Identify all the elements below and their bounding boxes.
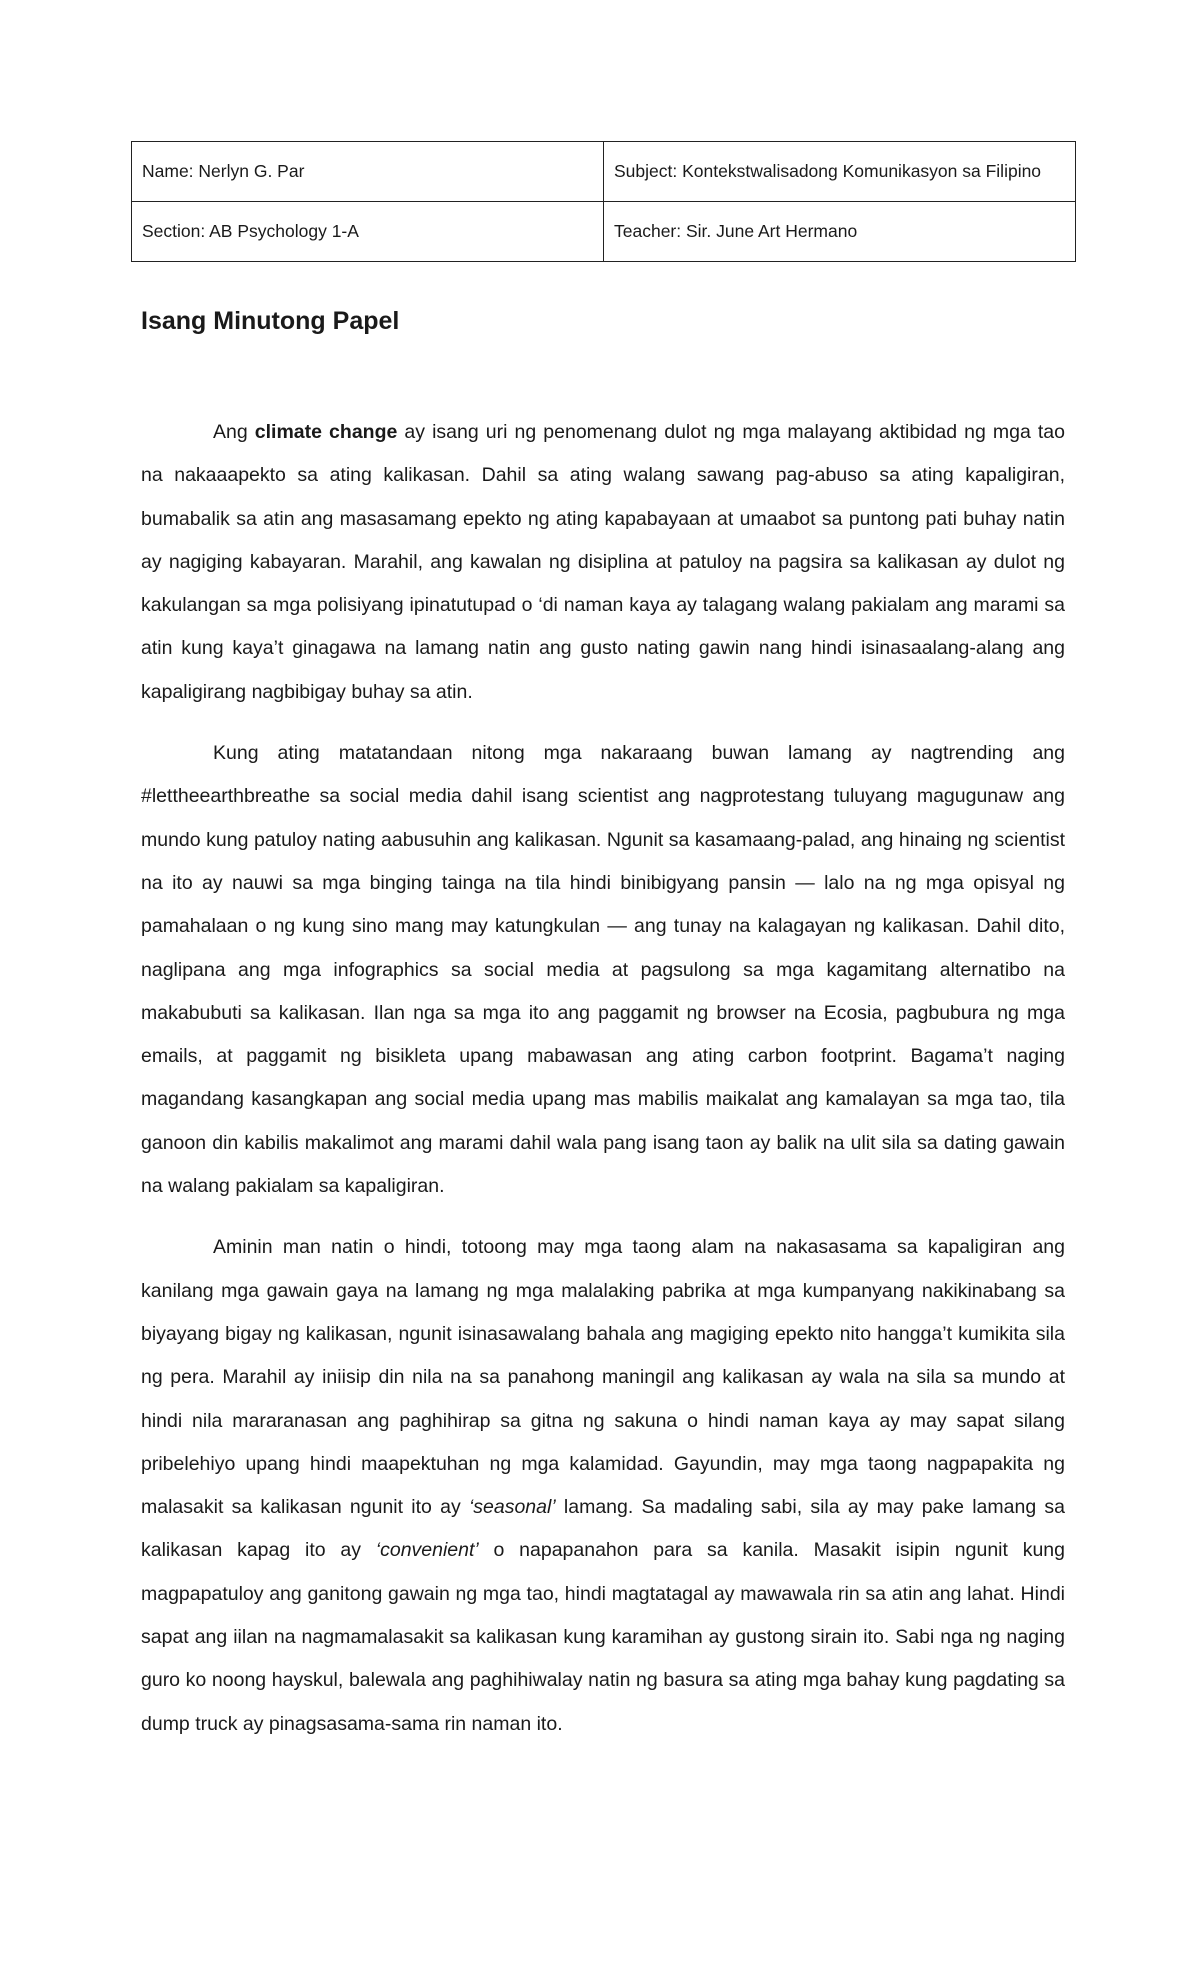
seasonal-term: ‘seasonal’ — [468, 1496, 556, 1519]
paragraph-1 — [141, 411, 1065, 714]
subject-cell: Subject: Kontekstwalisadong Komunikasyon sa Filipino — [604, 142, 1076, 202]
paragraph-1-rest: ay isang uri ng penomenang dulot ng mga malayang aktibidad ng mga tao na nakaaapekto sa ating kalikasan. Dahil sa ating walang sawang pag-abuso sa ating kapaligiran, bumabalik sa atin ang masasamang epekto ng ating kapabayaan at umaabot sa puntong pati buhay natin ay nagiging kabayaran. Marahil, ang kawalan ng disiplina at patuloy na pagsira sa kalikasan ay dulot ng kakulangan sa mga polisiyang ipinatutupad o ‘di naman kaya ay talagang walang pakialam ang marami sa atin kung kaya’t ginagawa na lamang natin ang gusto nating gawin nang hindi isinasaalang-alang ang kapaligirang nagbibigay buhay sa atin. — [141, 421, 1066, 703]
paragraph-2: Kung ating matatandaan nitong mga nakaraang buwan lamang ay nagtrending ang #lettheearthbreathe sa social media dahil isang scientist ang nagprotestang tuluyang magugunaw ang mundo kung patuloy nating aabusuhin ang kalikasan. Ngunit sa kasamaang-palad, ang hinaing ng scientist na ito ay nauwi sa mga binging tainga na tila hindi binibigyang pansin — lalo na ng mga opisyal ng pamahalaan o ng kung sino mang may katungkulan — ang tunay na kalagayan ng kalikasan. Dahil dito, naglipana ang mga infographics sa social media at pagsulong sa mga kagamitang alternatibo na makabubuti sa kalikasan. Ilan nga sa mga ito ang paggamit ng browser na Ecosia, pagbubura ng mga emails, at paggamit ng bisikleta upang mabawasan ang ating carbon footprint. Bagama’t naging magandang kasangkapan ang social media upang mas mabilis maikalat ang kamalayan sa mga tao, tila ganoon din kabilis makalimot ang marami dahil wala pang isang taon ay balik na ulit sila sa dating gawain na walang pakialam sa kapaligiran. — [141, 742, 1065, 1198]
paragraph-3-part-3: o napapanahon para sa kanila. Masakit isipin ngunit kung magpapatuloy ang ganitong gawain ng mga tao, hindi magtatagal ay mawawala rin sa atin ang lahat. Hindi sapat ang iilan na nagmamalasakit sa kalikasan kung karamihan ay gustong sirain ito. Sabi nga ng naging guro ko noong hayskul, balewala ang paghihiwalay natin ng basura sa ating mga bahay kung pagdating sa dump truck ay pinagsasama-sama rin naman ito. — [141, 1539, 1065, 1735]
table-row — [132, 142, 1076, 202]
paragraph-1-start: Ang — [213, 421, 255, 443]
paragraph-3-part-2: lamang. Sa madaling sabi, sila ay may pake lamang sa kalikasan kapag ito ay — [141, 1496, 1066, 1562]
student-name-cell: Name: Nerlyn G. Par — [132, 142, 604, 202]
convenient-term: ‘convenient’ — [375, 1539, 479, 1562]
document-title: Isang Minutong Papel — [141, 307, 400, 335]
student-info-table — [131, 141, 1076, 262]
paragraph-3 — [141, 1226, 1065, 1746]
essay-body — [141, 411, 1065, 1746]
paragraph-3-part-1: Aminin man natin o hindi, totoong may mga taong alam na nakasasama sa kapaligiran ang kanilang mga gawain gaya na lamang ng mga malalaking pabrika at mga kumpanyang nakikinabang sa biyayang bigay ng kalikasan, ngunit isinasawalang bahala ang magiging epekto nito hangga’t kumikita sila ng pera. Marahil ay iniisip din nila na sa panahong maningil ang kalikasan ay wala na sila sa mundo at hindi nila mararanasan ang paghihirap sa gitna ng sakuna o hindi naman kaya ay may sapat silang pribelehiyo upang hindi maapektuhan ng mga kalamidad. Gayundin, may mga taong nagpapakita ng malasakit sa kalikasan ngunit ito ay — [141, 1236, 1065, 1519]
climate-change-term: climate change — [254, 421, 398, 443]
teacher-cell: Teacher: Sir. June Art Hermano — [604, 202, 1076, 262]
section-cell: Section: AB Psychology 1-A — [132, 202, 604, 262]
table-row — [132, 202, 1076, 262]
